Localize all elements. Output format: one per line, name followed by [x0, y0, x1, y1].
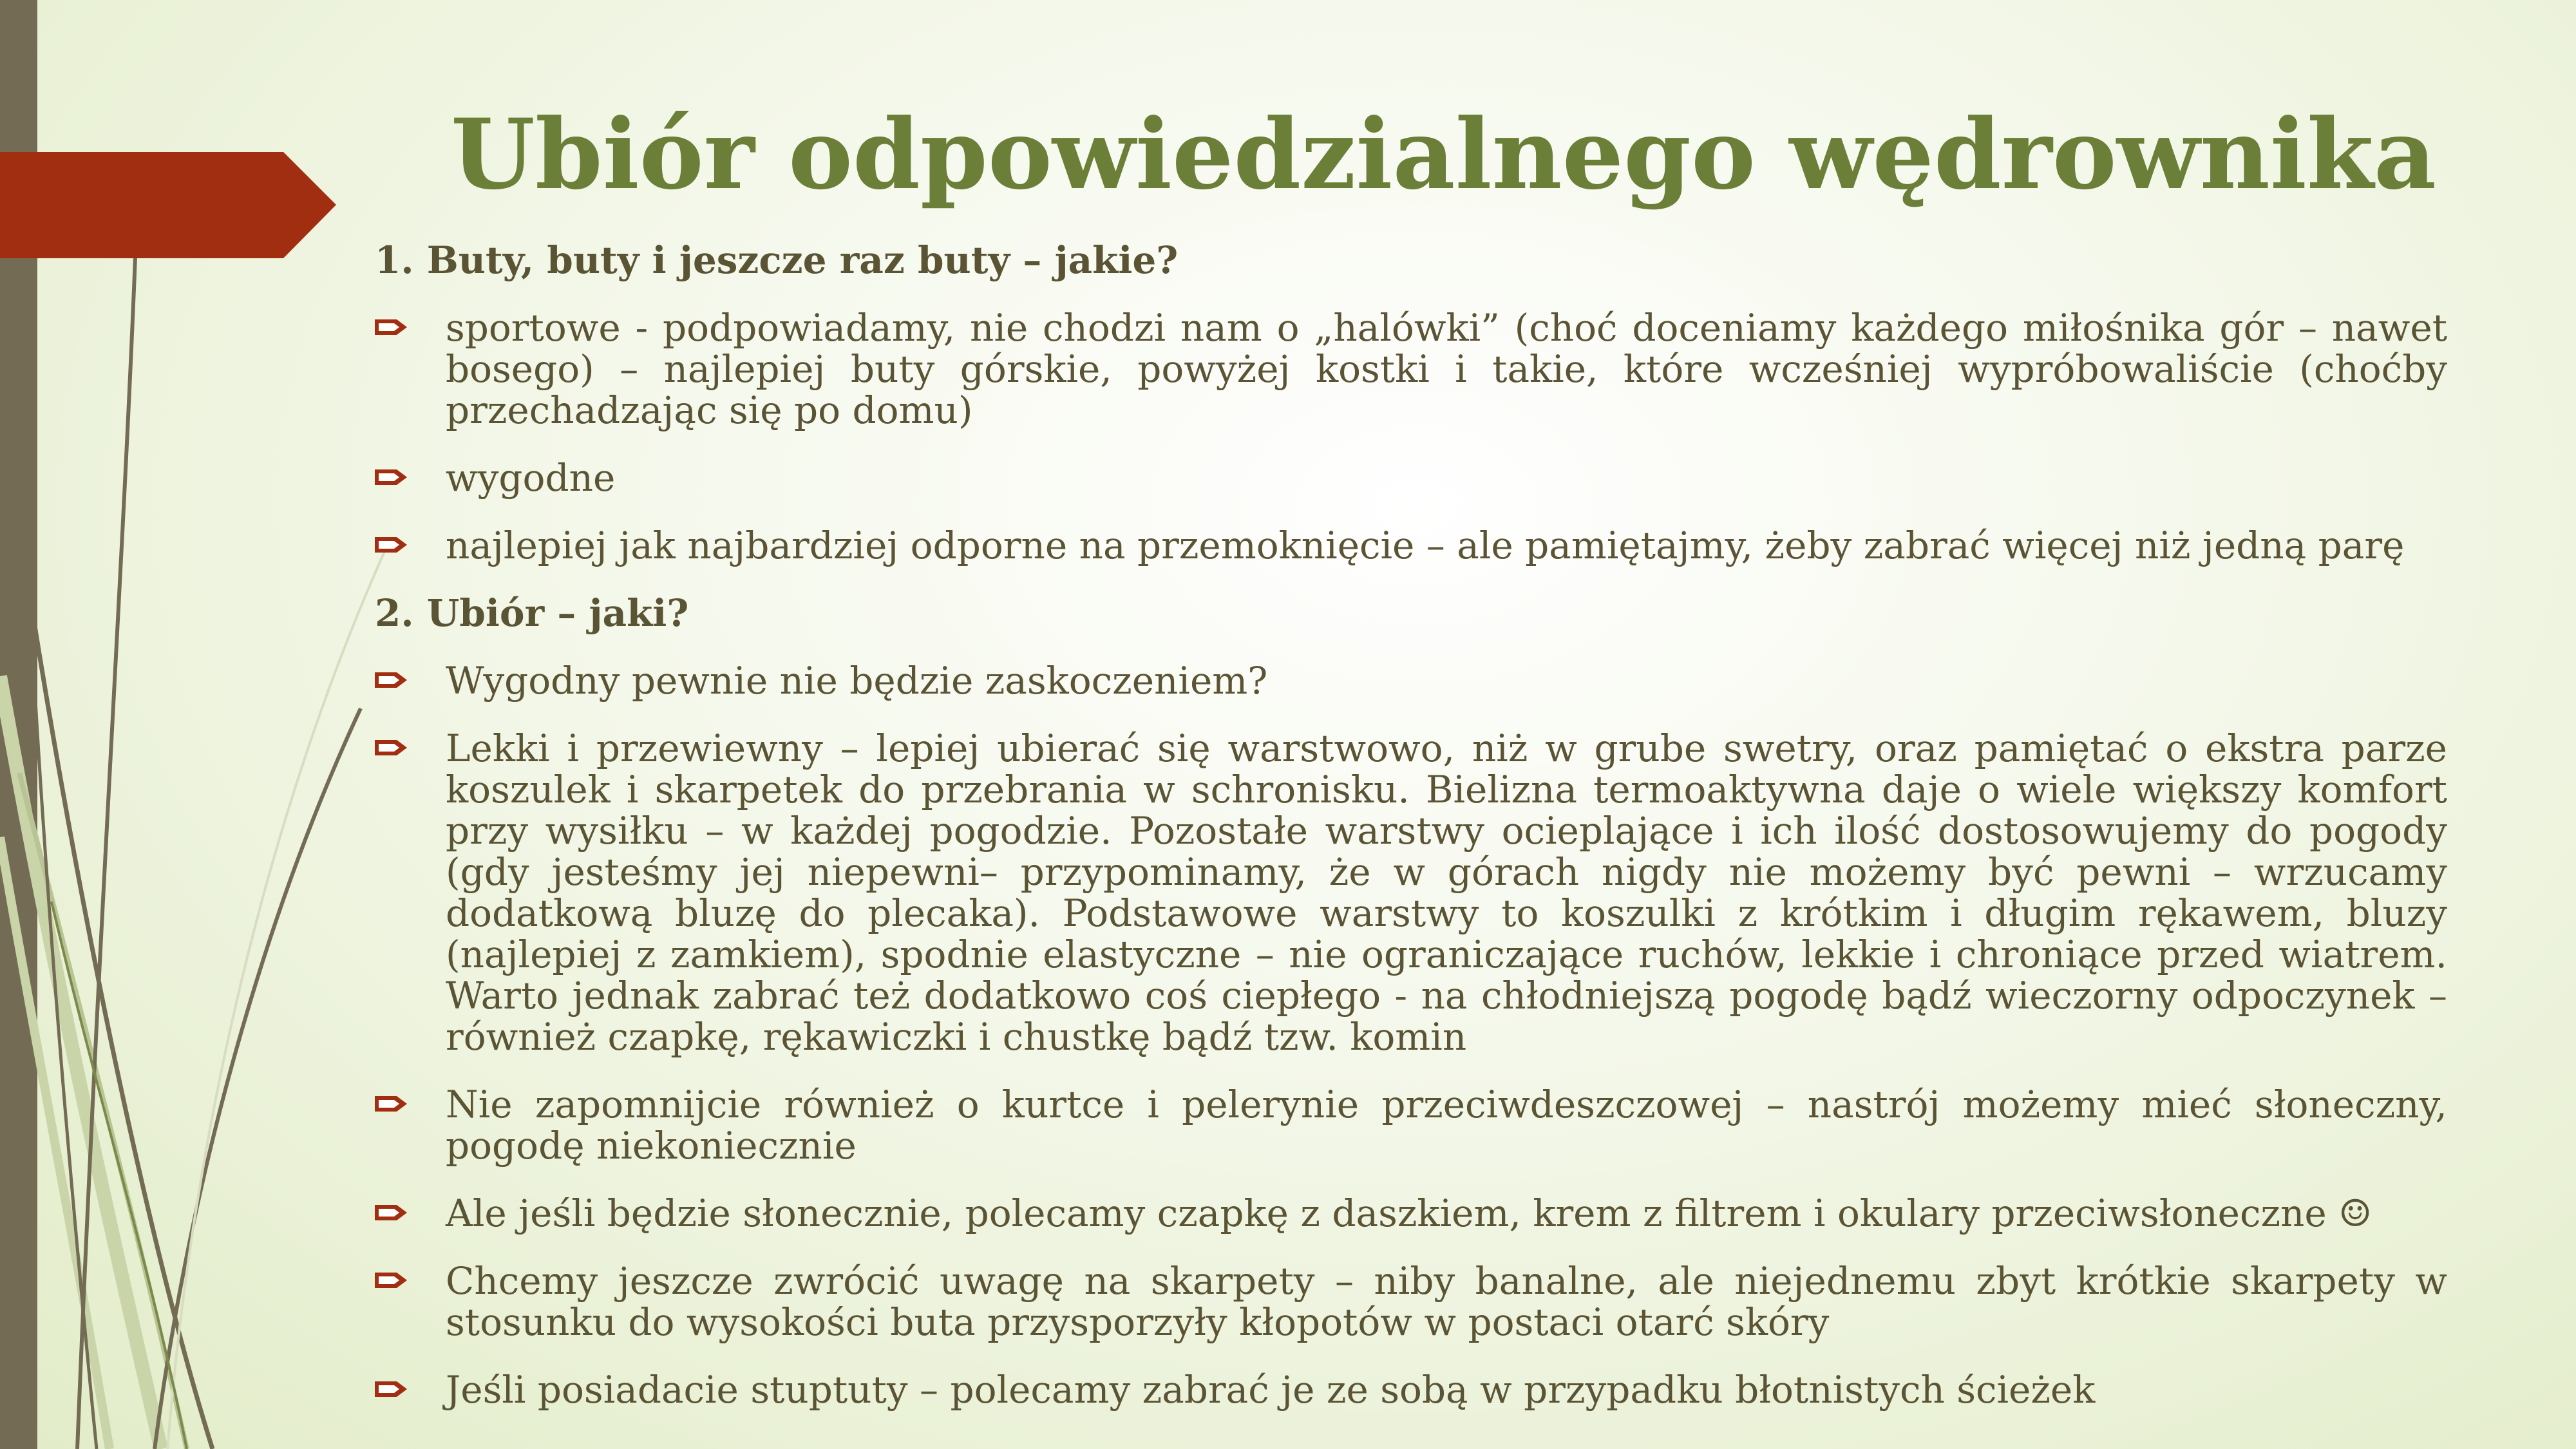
list-item	[375, 1369, 2447, 1410]
list-item-text: Nie zapomnijcie również o kurtce i pelerynie przeciwdeszczowej – nastrój możemy mieć słoneczny, pogodę niekoniecznie	[446, 1083, 2447, 1168]
slide-content	[375, 240, 2447, 1437]
list-item-text: sportowe - podpowiadamy, nie chodzi nam o „halówki” (choć doceniamy każdego miłośnika gór – nawet bosego) – najlepiej buty górskie, powyżej kostki i takie, które wcześniej wypróbowaliście (choćby przechadzając się po domu)	[446, 306, 2447, 432]
list-item-text: najlepiej jak najbardziej odporne na przemoknięcie – ale pamiętajmy, żeby zabrać więcej niż jedną parę	[446, 524, 2405, 567]
list-item	[375, 660, 2447, 701]
arrow-bullet-icon	[375, 1380, 408, 1398]
list-item-text: wygodne	[446, 456, 616, 500]
list-item	[375, 728, 2447, 1057]
arrow-bullet-icon	[375, 671, 408, 689]
slide-title: Ubiór odpowiedzialnego wędrownika	[451, 98, 2437, 211]
section-heading-boots: 1. Buty, buty i jeszcze raz buty – jakie?	[375, 238, 1179, 282]
arrow-bullet-icon	[375, 1204, 408, 1222]
list-item	[375, 457, 2447, 498]
arrow-bullet-icon	[375, 739, 408, 757]
list-item-text: Chcemy jeszcze zwrócić uwagę na skarpety – niby banalne, ale niejednemu zbyt krótkie skarpety w stosunku do wysokości buta przysporzyły kłopotów w postaci otarć skóry	[446, 1259, 2447, 1344]
arrow-bullet-icon	[375, 468, 408, 486]
arrow-bullet-icon	[375, 318, 408, 336]
section-heading-clothing: 2. Ubiór – jaki?	[375, 591, 689, 635]
list-item	[375, 307, 2447, 431]
arrow-bullet-icon	[375, 536, 408, 554]
list-item-text: Jeśli posiadacie stuptuty – polecamy zabrać je ze sobą w przypadku błotnistych ścieżek	[446, 1368, 2096, 1412]
list-item	[375, 1260, 2447, 1343]
list-item	[375, 525, 2447, 566]
arrow-bullet-icon	[375, 1271, 408, 1289]
list-item	[375, 1193, 2447, 1234]
arrow-bullet-icon	[375, 1095, 408, 1113]
list-item	[375, 1084, 2447, 1166]
accent-arrow-shape	[0, 152, 336, 258]
list-item-text: Lekki i przewiewny – lepiej ubierać się warstwowo, niż w grube swetry, oraz pamiętać o ekstra parze koszulek i skarpetek do przebrania w schronisku. Bielizna termoaktywna daje o wiele większy komfort przy wysiłku – w każdej pogodzie. Pozostałe warstwy ocieplające i ich ilość dostosowujemy do pogody (gdy jesteśmy jej niepewni– przypominamy, że w górach nigdy nie możemy być pewni – wrzucamy dodatkową bluzę do plecaka). Podstawowe warstwy to koszulki z krótkim i długim rękawem, bluzy (najlepiej z zamkiem), spodnie elastyczne – nie ograniczające ruchów, lekkie i chroniące przed wiatrem. Warto jednak zabrać też dodatkowo coś ciepłego - na chłodniejszą pogodę bądź wieczorny odpoczynek – również czapkę, rękawiczki i chustkę bądź tzw. komin	[446, 726, 2447, 1059]
list-item-text: Wygodny pewnie nie będzie zaskoczeniem?	[446, 659, 1268, 703]
list-item-text: Ale jeśli będzie słonecznie, polecamy czapkę z daszkiem, krem z filtrem i okulary przeciwsłoneczne ☺	[446, 1191, 2372, 1235]
